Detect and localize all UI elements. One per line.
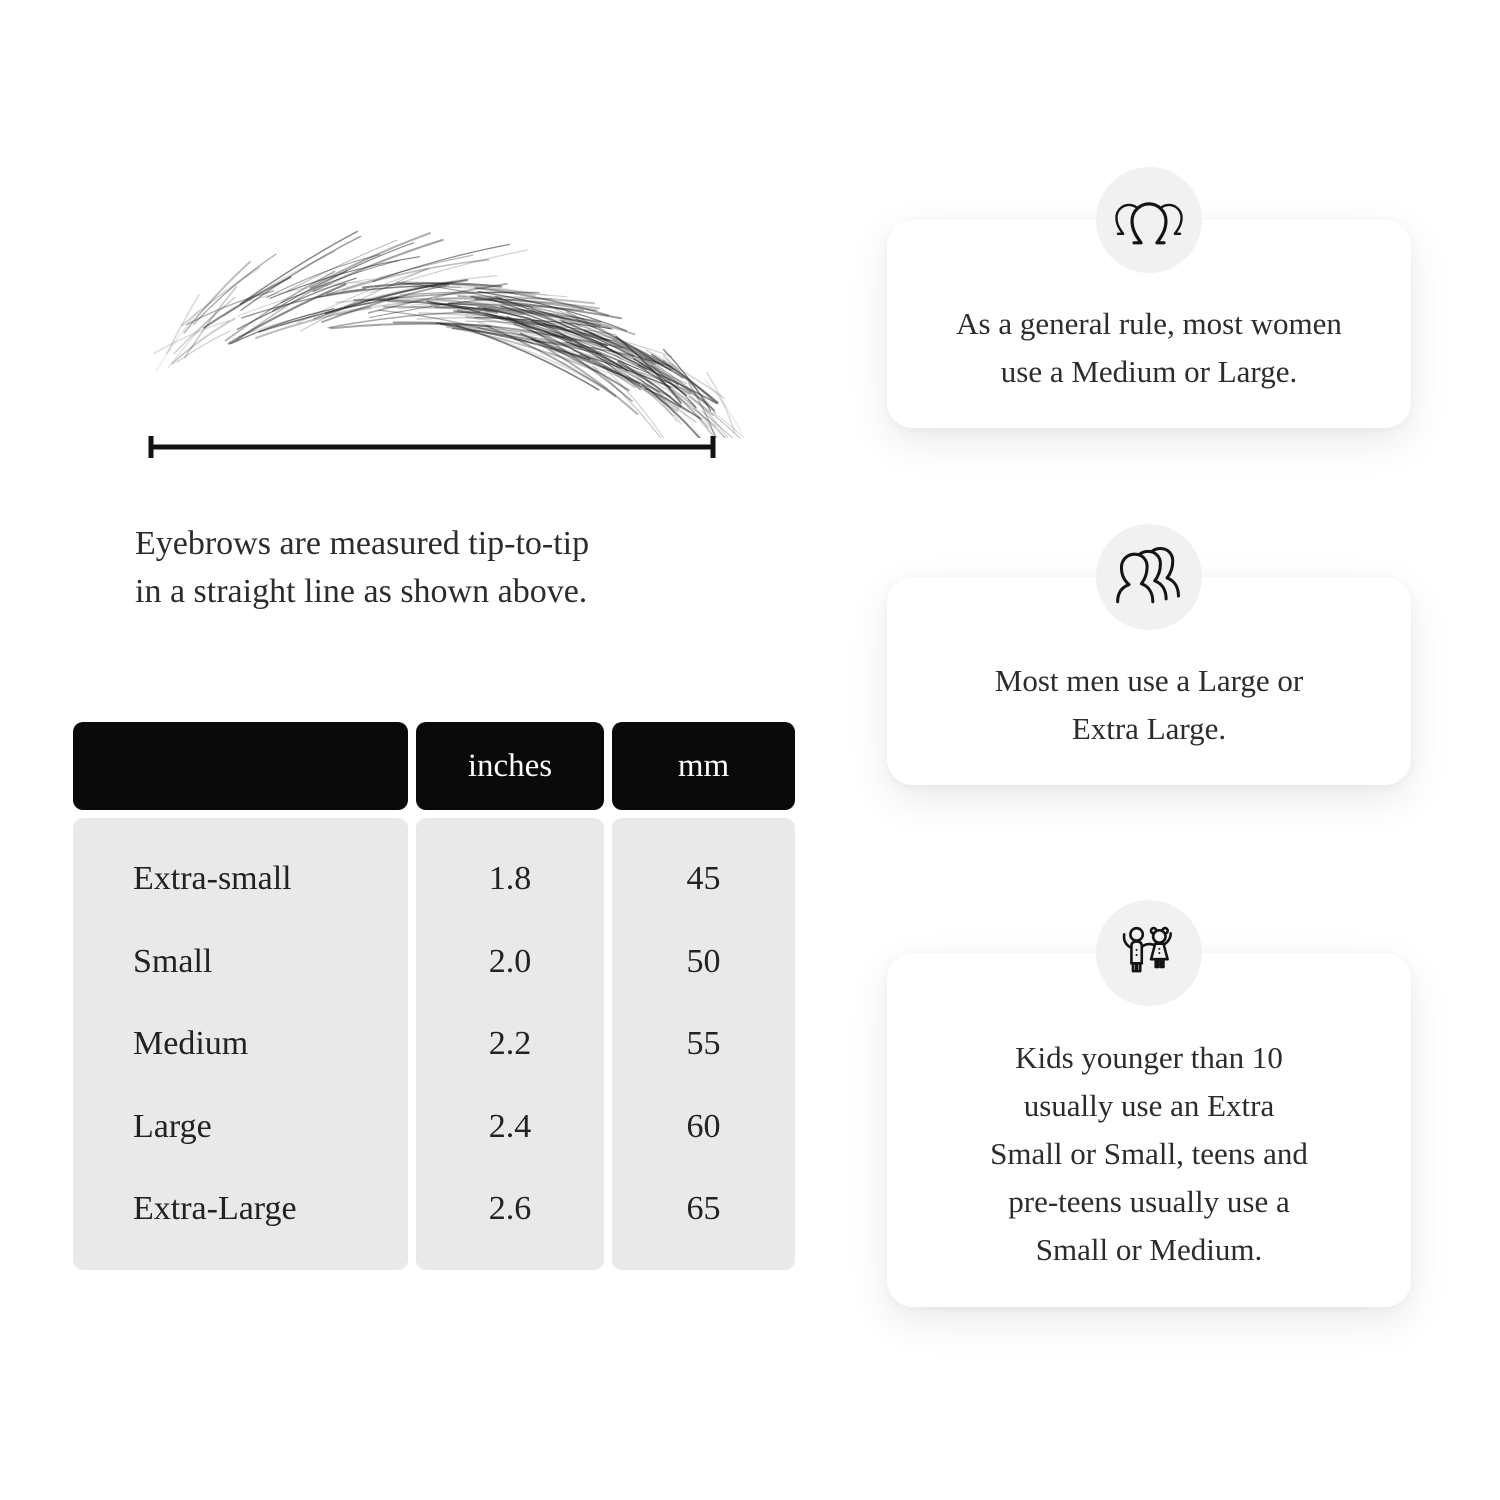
kids-icon xyxy=(1114,922,1184,984)
eyebrow-illustration xyxy=(80,198,770,438)
table-row-label: Extra-small xyxy=(133,860,292,897)
table-column-inches xyxy=(416,818,604,1270)
table-cell-mm: 65 xyxy=(686,1190,721,1227)
card-line: Extra Large. xyxy=(1071,711,1227,746)
table-cell-inches: 2.0 xyxy=(488,942,532,980)
measurement-caption xyxy=(135,520,775,616)
info-card-kids xyxy=(887,953,1411,1307)
icon-circle xyxy=(1096,900,1202,1006)
table-header-mm: mm xyxy=(612,722,795,810)
table-cell-inches: 2.6 xyxy=(488,1190,532,1227)
card-line: As a general rule, most women xyxy=(956,306,1342,341)
info-card-men xyxy=(887,577,1411,785)
table-header-size xyxy=(73,722,408,810)
card-line: Small or Medium. xyxy=(1035,1232,1263,1267)
table-row-label: Extra-Large xyxy=(133,1190,297,1227)
women-group-icon xyxy=(1111,189,1187,251)
info-card-women xyxy=(887,220,1411,428)
caption-line-1: Eyebrows are measured tip-to-tip xyxy=(135,525,590,562)
table-cell-inches: 1.8 xyxy=(488,860,532,897)
table-cell-mm: 45 xyxy=(686,860,721,897)
card-line: Kids younger than 10 xyxy=(1015,1040,1283,1075)
caption-line-2: in a straight line as shown above. xyxy=(135,573,588,610)
card-text xyxy=(897,268,1401,428)
table-row-label: Small xyxy=(133,942,213,980)
card-line: Small or Small, teens and xyxy=(990,1136,1308,1171)
table-header-inches: inches xyxy=(416,722,604,810)
men-group-icon xyxy=(1111,546,1187,608)
icon-circle xyxy=(1096,167,1202,273)
table-column-mm xyxy=(612,818,795,1270)
table-cell-inches: 2.4 xyxy=(488,1107,532,1145)
table-cell-mm: 60 xyxy=(686,1107,721,1145)
card-line: pre-teens usually use a xyxy=(1008,1184,1290,1219)
card-text xyxy=(897,625,1401,785)
table-row-label: Medium xyxy=(133,1025,249,1062)
table-row-label: Large xyxy=(133,1107,212,1145)
card-line: Most men use a Large or xyxy=(994,663,1304,698)
table-cell-mm: 55 xyxy=(686,1025,721,1062)
card-line: usually use an Extra xyxy=(1023,1088,1275,1123)
card-line: use a Medium or Large. xyxy=(1000,354,1298,389)
table-column-size xyxy=(73,818,408,1270)
card-text xyxy=(897,1001,1401,1307)
table-cell-mm: 50 xyxy=(686,942,721,980)
table-cell-inches: 2.2 xyxy=(488,1025,532,1062)
icon-circle xyxy=(1096,524,1202,630)
measurement-line xyxy=(146,433,718,461)
